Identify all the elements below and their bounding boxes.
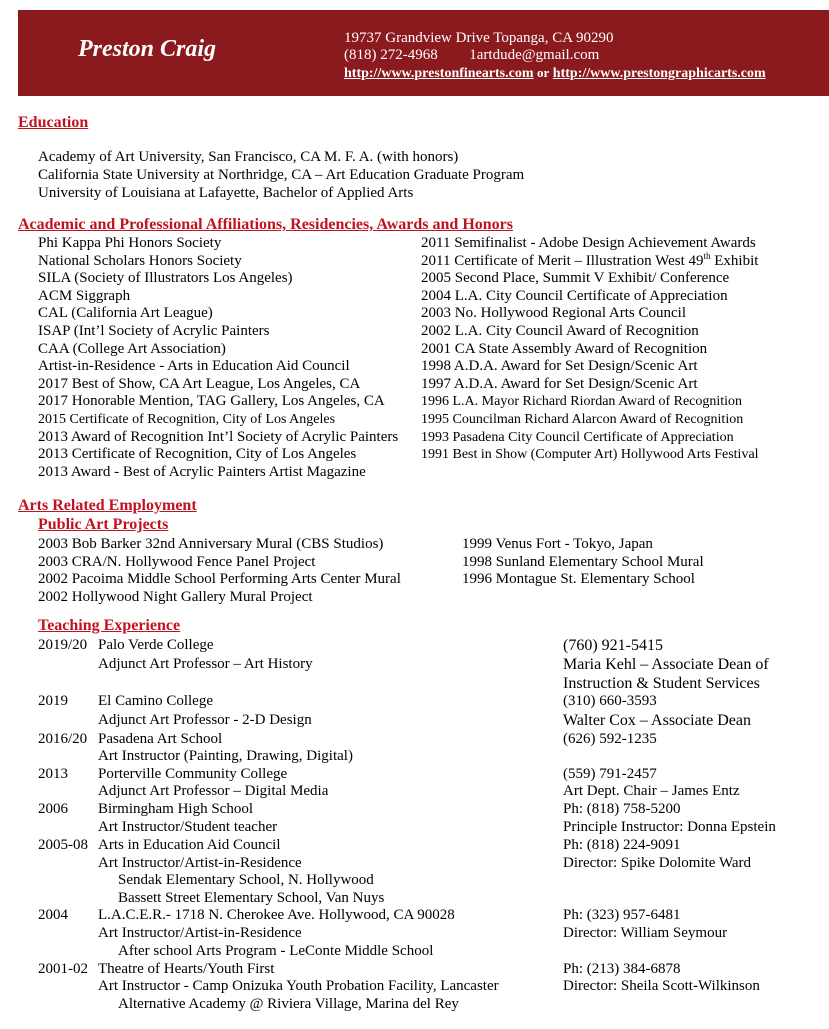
teaching-contact: Ph: (213) 384-6878 (563, 961, 681, 977)
teaching-contact: Instruction & Student Services (563, 675, 760, 692)
public-art-item: 2002 Pacoima Middle School Performing Arts Center Mural (38, 571, 401, 588)
phone-email (344, 47, 766, 64)
teaching-entry: Theatre of Hearts/Youth First (98, 961, 275, 977)
affiliation-item: 2013 Certificate of Recognition, City of Los Angeles (38, 446, 357, 463)
education-item: Academy of Art University, San Francisco, CA M. F. A. (with honors) (38, 149, 459, 165)
teaching-contact: Ph: (818) 224-9091 (563, 837, 681, 853)
affiliation-item: Phi Kappa Phi Honors Society (38, 235, 222, 251)
email[interactable]: 1artdude@gmail.com (469, 47, 600, 63)
teaching-entry: Arts in Education Aid Council (98, 837, 281, 853)
teaching-entry: Birmingham High School (98, 801, 253, 817)
phone: (818) 272-4968 (344, 47, 438, 63)
award-item (421, 429, 734, 446)
teaching-entry: Bassett Street Elementary School, Van Nuys (118, 890, 385, 906)
teaching-contact: Walter Cox – Associate Dean (563, 712, 751, 729)
teaching-entry: Sendak Elementary School, N. Hollywood (118, 872, 374, 888)
address: 19737 Grandview Drive Topanga, CA 90290 (344, 30, 614, 46)
affiliation-item: 2017 Best of Show, CA Art League, Los Angeles, CA (38, 375, 361, 392)
award-item (421, 341, 707, 358)
affiliation-item: National Scholars Honors Society (38, 252, 242, 269)
award-item (421, 376, 698, 393)
teaching-entry: Adjunct Art Professor – Digital Media (98, 783, 329, 799)
affiliation-item: 2017 Honorable Mention, TAG Gallery, Los Angeles, CA (38, 393, 385, 410)
teaching-entry: Art Instructor (Painting, Drawing, Digital) (98, 748, 353, 764)
superscript-th: th (703, 250, 711, 261)
education-heading: Education (18, 114, 89, 131)
teaching-year: 2019 (38, 693, 68, 709)
award-text: 2002 L.A. City Council Award of Recognition (421, 323, 699, 339)
affiliation-item: Artist-in-Residence - Arts in Education Aid Council (38, 358, 350, 375)
award-item (421, 235, 756, 252)
teaching-contact: Director: Sheila Scott-Wilkinson (563, 978, 760, 994)
affiliation-item: 2013 Award - Best of Acrylic Painters Artist Magazine (38, 463, 366, 480)
affiliation-item: CAA (College Art Association) (38, 340, 226, 357)
teaching-year: 2013 (38, 766, 68, 782)
award-text: 1998 A.D.A. Award for Set Design/Scenic Art (421, 358, 698, 375)
exhibit-text: Exhibit (710, 252, 759, 269)
teaching-entry: Adjunct Art Professor – Art History (98, 656, 313, 672)
affiliation-item: 2013 Award of Recognition Int’l Society of Acrylic Painters (38, 428, 399, 445)
teaching-year: 2016/20 (38, 731, 88, 747)
name-title: Preston Craig (78, 36, 217, 62)
award-text: 1995 Councilman Richard Alarcon Award of Recognition (421, 412, 744, 427)
teaching-entry: After school Arts Program - LeConte Middle School (118, 943, 434, 959)
award-item (421, 411, 743, 428)
award-text: 2005 Second Place, Summit V Exhibit/ Conference (421, 270, 730, 287)
teaching-contact: (626) 592-1235 (563, 731, 657, 747)
teaching-entry: El Camino College (98, 693, 213, 709)
teaching-entry: Pasadena Art School (98, 731, 223, 747)
award-item (421, 305, 686, 322)
contact-block (344, 30, 766, 82)
teaching-entry: Alternative Academy @ Riviera Village, Marina del Rey (118, 996, 459, 1012)
teaching-contact: (760) 921-5415 (563, 637, 663, 654)
affiliation-item: ACM Siggraph (38, 287, 131, 304)
award-item (421, 270, 729, 287)
teaching-contact: (559) 791-2457 (563, 766, 657, 782)
or-text: or (537, 65, 550, 80)
teaching-entry: Art Instructor - Camp Onizuka Youth Probation Facility, Lancaster (98, 978, 499, 994)
teaching-contact: (310) 660-3593 (563, 693, 657, 709)
teaching-contact: Ph: (818) 758-5200 (563, 801, 681, 817)
teaching-entry: Porterville Community College (98, 766, 288, 782)
award-item (421, 288, 728, 305)
affiliation-item: CAL (California Art League) (38, 305, 213, 322)
teaching-entry: Adjunct Art Professor - 2-D Design (98, 712, 312, 728)
award-item (421, 358, 698, 375)
award-text: 1991 Best in Show (Computer Art) Hollywood Arts Festival (421, 447, 759, 463)
award-text: 2011 Certificate of Merit – Illustration West 49 (421, 252, 704, 269)
award-text: 1993 Pasadena City Council Certificate of Appreciation (421, 429, 734, 445)
affiliation-item: ISAP (Int’l Society of Acrylic Painters (38, 323, 270, 339)
teaching-entry: Art Instructor/Student teacher (98, 819, 278, 835)
public-art-item: 2003 Bob Barker 32nd Anniversary Mural (CBS Studios) (38, 536, 384, 552)
teaching-contact: Director: Spike Dolomite Ward (563, 855, 752, 871)
public-art-heading: Public Art Projects (38, 516, 169, 533)
public-art-item: 1999 Venus Fort - Tokyo, Japan (462, 536, 653, 552)
award-text: 2011 Semifinalist - Adobe Design Achievement Awards (421, 235, 756, 251)
teaching-entry: Palo Verde College (98, 637, 214, 653)
award-item (421, 323, 699, 340)
award-item (421, 446, 759, 463)
award-text: 2001 CA State Assembly Award of Recognition (421, 340, 708, 357)
teaching-contact: Maria Kehl – Associate Dean of (563, 656, 769, 673)
employment-heading: Arts Related Employment (18, 497, 197, 514)
teaching-heading: Teaching Experience (38, 617, 181, 634)
teaching-entry: Art Instructor/Artist-in-Residence (98, 855, 302, 871)
affiliation-item: SILA (Society of Illustrators Los Angeles) (38, 270, 293, 287)
teaching-entry: L.A.C.E.R.- 1718 N. Cherokee Ave. Hollywood, CA 90028 (98, 907, 455, 923)
public-art-item: 1996 Montague St. Elementary School (462, 571, 695, 588)
website-link-graphic-arts[interactable]: http://www.prestongraphicarts.com (552, 66, 766, 81)
teaching-year: 2006 (38, 801, 68, 817)
teaching-contact: Art Dept. Chair – James Entz (563, 783, 740, 799)
award-text: 1996 L.A. Mayor Richard Riordan Award of Recognition (421, 394, 743, 410)
website-links (344, 64, 766, 82)
affiliations-heading: Academic and Professional Affiliations, Residencies, Awards and Honors (18, 216, 513, 233)
public-art-item: 1998 Sunland Elementary School Mural (462, 553, 704, 570)
award-item (421, 250, 759, 270)
teaching-year: 2001-02 (38, 961, 88, 977)
award-text: 2004 L.A. City Council Certificate of Appreciation (421, 287, 728, 304)
education-item: University of Louisiana at Lafayette, Bachelor of Applied Arts (38, 185, 414, 201)
header-banner (18, 10, 829, 96)
award-item (421, 393, 742, 410)
affiliation-item: 2015 Certificate of Recognition, City of Los Angeles (38, 412, 336, 427)
teaching-entry: Art Instructor/Artist-in-Residence (98, 925, 302, 941)
award-text: 2003 No. Hollywood Regional Arts Council (421, 305, 686, 322)
teaching-contact: Principle Instructor: Donna Epstein (563, 819, 776, 835)
website-link-fine-arts[interactable]: http://www.prestonfinearts.com (344, 66, 534, 81)
teaching-year: 2005-08 (38, 837, 88, 853)
teaching-year: 2019/20 (38, 637, 88, 653)
public-art-item: 2002 Hollywood Night Gallery Mural Project (38, 589, 313, 606)
teaching-contact: Director: William Seymour (563, 925, 728, 941)
public-art-item: 2003 CRA/N. Hollywood Fence Panel Project (38, 553, 316, 570)
teaching-contact: Ph: (323) 957-6481 (563, 907, 681, 923)
award-text: 1997 A.D.A. Award for Set Design/Scenic Art (421, 375, 698, 392)
education-item: California State University at Northridge, CA – Art Education Graduate Program (38, 167, 525, 183)
teaching-year: 2004 (38, 907, 68, 923)
